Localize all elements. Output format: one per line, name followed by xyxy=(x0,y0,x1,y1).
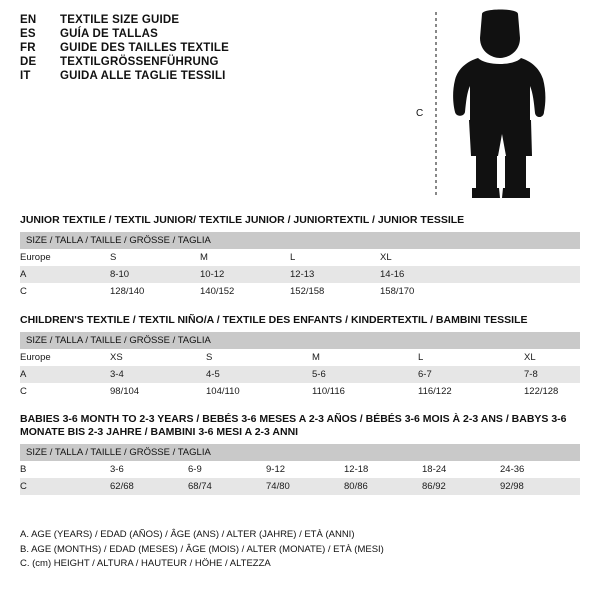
language-row xyxy=(20,70,440,82)
language-code-fr: FR xyxy=(20,42,36,54)
cell: 140/152 xyxy=(200,286,235,298)
cell: 12-13 xyxy=(290,266,380,283)
cell: S xyxy=(206,352,213,364)
table-row xyxy=(20,283,580,300)
row-label: A xyxy=(20,366,110,383)
cell: 68/74 xyxy=(188,478,266,495)
table-header-row xyxy=(20,232,580,249)
language-row xyxy=(20,42,440,54)
cell: 86/92 xyxy=(422,478,500,495)
cell: 3-6 xyxy=(110,464,124,476)
cell: 6-9 xyxy=(188,464,202,476)
row-label: Europe xyxy=(20,352,51,364)
cell: 5-6 xyxy=(312,366,418,383)
cell-empty xyxy=(470,266,580,283)
section-title-children: CHILDREN'S TEXTILE / TEXTIL NIÑO/A / TEXTILE DES ENFANTS / KINDERTEXTIL / BAMBINI TESSILE xyxy=(20,314,528,326)
cell: 18-24 xyxy=(422,464,447,476)
row-label: Europe xyxy=(20,252,51,264)
language-title-it: GUIDA ALLE TAGLIE TESSILI xyxy=(60,70,226,82)
section-childrens-textile xyxy=(20,314,580,400)
cell: 128/140 xyxy=(110,286,145,298)
language-title-fr: GUIDE DES TAILLES TEXTILE xyxy=(60,42,229,54)
cell: XS xyxy=(110,352,123,364)
row-label: C xyxy=(20,478,110,495)
cell: 7-8 xyxy=(524,366,580,383)
cell-empty xyxy=(470,249,580,266)
cell: 4-5 xyxy=(206,366,312,383)
cell: 10-12 xyxy=(200,266,290,283)
section-junior-textile xyxy=(20,214,580,300)
cell: 8-10 xyxy=(110,266,200,283)
cell: 74/80 xyxy=(266,478,344,495)
cell: 62/68 xyxy=(110,478,188,495)
language-code-it: IT xyxy=(20,70,31,82)
row-label: C xyxy=(20,286,27,298)
table-header-row xyxy=(20,444,580,461)
cell: 98/104 xyxy=(110,386,140,398)
cell: 3-4 xyxy=(110,366,206,383)
table-row xyxy=(20,461,580,478)
language-row xyxy=(20,14,440,26)
table-row xyxy=(20,249,580,266)
size-header-label: SIZE / TALLA / TAILLE / GRÖSSE / TAGLIA xyxy=(20,332,580,349)
cell: 116/122 xyxy=(418,386,452,398)
size-table-junior xyxy=(20,232,580,300)
row-label: B xyxy=(20,464,27,476)
cell: 80/86 xyxy=(344,478,422,495)
language-title-es: GUÍA DE TALLAS xyxy=(60,28,158,40)
cell: 104/110 xyxy=(206,386,240,398)
language-title-en: TEXTILE SIZE GUIDE xyxy=(60,14,180,26)
footnote-c: C. (cm) HEIGHT / ALTURA / HAUTEUR / HÖHE / ALTEZZA xyxy=(20,558,271,570)
table-header-row xyxy=(20,332,580,349)
section-babies-textile xyxy=(20,413,580,495)
cell: 24-36 xyxy=(500,464,525,476)
cell: L xyxy=(290,252,296,264)
cell: 14-16 xyxy=(380,266,470,283)
cell: L xyxy=(418,352,424,364)
size-header-label: SIZE / TALLA / TAILLE / GRÖSSE / TAGLIA xyxy=(20,444,580,461)
cell: 110/116 xyxy=(312,386,345,398)
cell: 92/98 xyxy=(500,478,580,495)
section-title-junior: JUNIOR TEXTILE / TEXTIL JUNIOR/ TEXTILE JUNIOR / JUNIORTEXTIL / JUNIOR TESSILE xyxy=(20,214,465,226)
language-title-de: TEXTILGRÖSSENFÜHRUNG xyxy=(60,56,219,68)
language-code-en: EN xyxy=(20,14,37,26)
table-row xyxy=(20,383,580,400)
toddler-silhouette-icon xyxy=(422,8,572,203)
cell-empty xyxy=(470,283,580,300)
row-label: A xyxy=(20,266,110,283)
language-code-es: ES xyxy=(20,28,36,40)
footnote-b: B. AGE (MONTHS) / EDAD (MESES) / ÂGE (MOIS) / ALTER (MONATE) / ETÀ (MESI) xyxy=(20,543,384,555)
cell: XL xyxy=(524,352,536,364)
section-title-babies: BABIES 3-6 MONTH TO 2-3 YEARS / BEBÉS 3-6 MESES A 2-3 AÑOS / BÉBÉS 3-6 MOIS À 2-3 ANS / BABYS 3-6 MONATE BIS 2-3 JAHRE / BAMBINI 3-6 MESI A 2-3 ANNI xyxy=(20,413,567,439)
size-header-label: SIZE / TALLA / TAILLE / GRÖSSE / TAGLIA xyxy=(20,232,580,249)
size-table-babies xyxy=(20,444,580,495)
cell: XL xyxy=(380,252,392,264)
figure-label-c: C xyxy=(416,108,424,119)
cell: M xyxy=(200,252,208,264)
cell: 9-12 xyxy=(266,464,286,476)
row-label: C xyxy=(20,386,27,398)
size-table-children xyxy=(20,332,580,400)
cell: 158/170 xyxy=(380,286,415,298)
cell: 122/128 xyxy=(524,386,559,398)
cell: S xyxy=(110,252,117,264)
table-row xyxy=(20,266,580,283)
language-row xyxy=(20,56,440,68)
table-row xyxy=(20,366,580,383)
table-row xyxy=(20,349,580,366)
cell: 6-7 xyxy=(418,366,524,383)
table-row xyxy=(20,478,580,495)
language-title-block xyxy=(20,14,440,84)
footnotes-block xyxy=(20,528,580,572)
cell: 12-18 xyxy=(344,464,369,476)
cell: 152/158 xyxy=(290,286,325,298)
toddler-silhouette-figure xyxy=(416,8,572,203)
language-row xyxy=(20,28,440,40)
cell: M xyxy=(312,352,320,364)
language-code-de: DE xyxy=(20,56,37,68)
footnote-a: A. AGE (YEARS) / EDAD (AÑOS) / ÂGE (ANS) / ALTER (JAHRE) / ETÀ (ANNI) xyxy=(20,529,355,540)
